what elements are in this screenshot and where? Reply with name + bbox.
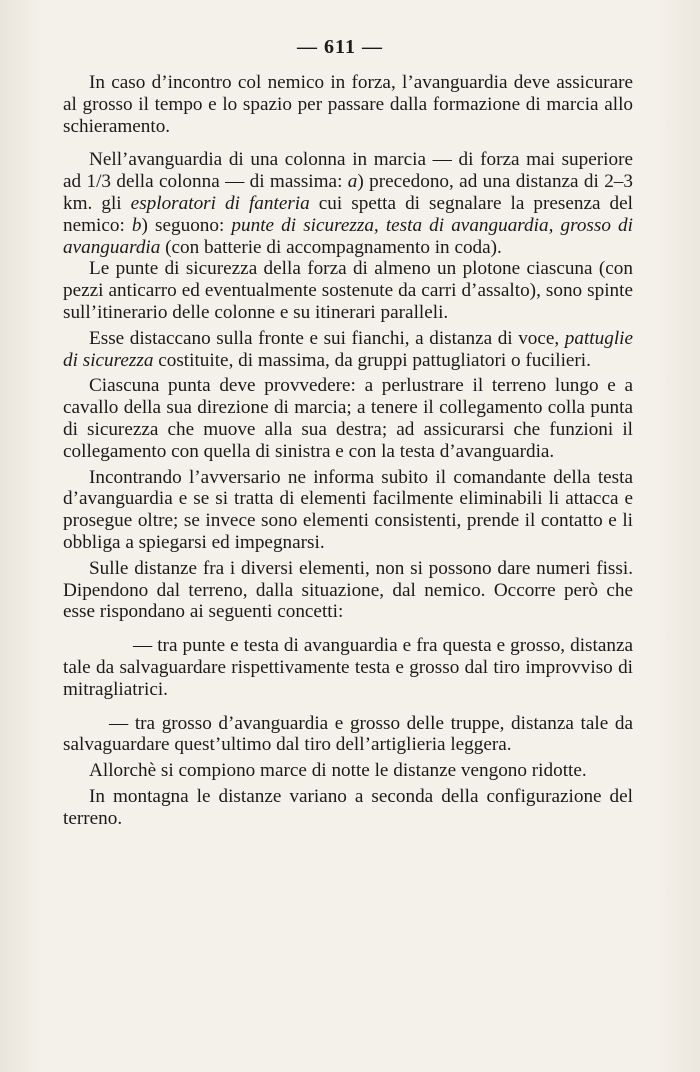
paragraph <box>63 635 633 700</box>
text-run: Ciascuna punta deve provvedere: a perlustrare il terreno lungo e a cavallo della sua direzione di marcia; a tenere il collegamento colla punta di sicurezza che muove alla sua destra; ad assicurarsi che funzioni il collegamento con quella di sinistra e con la testa d’avanguardia. <box>63 375 633 462</box>
paragraph <box>63 258 633 323</box>
text-run: — tra punte e testa di avanguardia e fra questa e grosso, distanza tale da salvaguardare rispettivamente testa e grosso dal tiro improvviso di mitragliatrici. <box>63 635 633 700</box>
text-run: In montagna le distanze variano a seconda della configurazione del terreno. <box>63 785 633 829</box>
body-text <box>63 72 633 830</box>
italic-text-run: b <box>131 214 142 236</box>
text-run: Allorchè si compiono marce di notte le distanze vengono ridotte. <box>89 760 587 782</box>
text-run: ) seguono: <box>141 214 232 236</box>
text-run: Esse distaccano sulla fronte e sui fianchi, a distanza di voce, <box>89 327 565 349</box>
paragraph <box>63 760 633 782</box>
text-run: — tra grosso d’avanguardia e grosso delle truppe, distanza tale da salvaguardare quest’ultimo dal tiro dell’artiglieria leggera. <box>63 712 633 756</box>
paragraph <box>63 149 633 258</box>
paragraph <box>63 713 633 757</box>
paragraph <box>63 786 633 830</box>
italic-text-run: a <box>347 171 358 193</box>
italic-text-run: pattuglie di sicurezza <box>63 327 633 371</box>
paragraph <box>63 467 633 554</box>
italic-text-run: esploratori di fanteria <box>130 192 310 214</box>
text-run: cui spetta di segnalare la presenza del nemico: <box>63 192 634 236</box>
text-run: Sulle distanze fra i diversi elementi, non si possono dare numeri fissi. Dipendono dal terreno, dalla situazione, dal nemico. Occorre però che esse rispondano ai seguenti concetti: <box>63 557 633 623</box>
text-run: ) precedono, ad una distanza di 2–3 km. gli <box>63 171 633 214</box>
paragraph <box>63 72 633 137</box>
text-run: Le punte di sicurezza della forza di almeno un plotone ciascuna (con pezzi anticarro ed eventualmente sostenute da carri d’assalto), sono spinte sull’itinerario delle colonne e su itinerari paralleli. <box>63 258 633 323</box>
page-number: — 611 — <box>297 36 383 58</box>
italic-text-run: punte di sicurezza, testa di avanguardia, grosso di avanguardia <box>63 214 633 258</box>
paragraph <box>63 375 633 462</box>
paragraph <box>63 328 633 372</box>
text-run: (con batterie di accompagnamento in coda). <box>160 236 502 258</box>
text-run: In caso d’incontro col nemico in forza, l’avanguardia deve assicurare al grosso il tempo e lo spazio per passare dalla formazione di marcia allo schieramento. <box>63 72 633 137</box>
text-run: Incontrando l’avversario ne informa subito il comandante della testa d’avanguardia e se si tratta di elementi facilmente eliminabili li attacca e prosegue oltre; se invece sono elementi consistenti, prende il contatto e li obbliga a spiegarsi ed impegnarsi. <box>63 466 633 553</box>
paragraph <box>63 558 633 623</box>
text-run: Nell’avanguardia di una colonna in marcia — di forza mai superiore ad 1/3 della colonna — di massima: <box>63 149 633 193</box>
text-run: costituite, di massima, da gruppi pattugliatori o fucilieri. <box>153 349 591 371</box>
